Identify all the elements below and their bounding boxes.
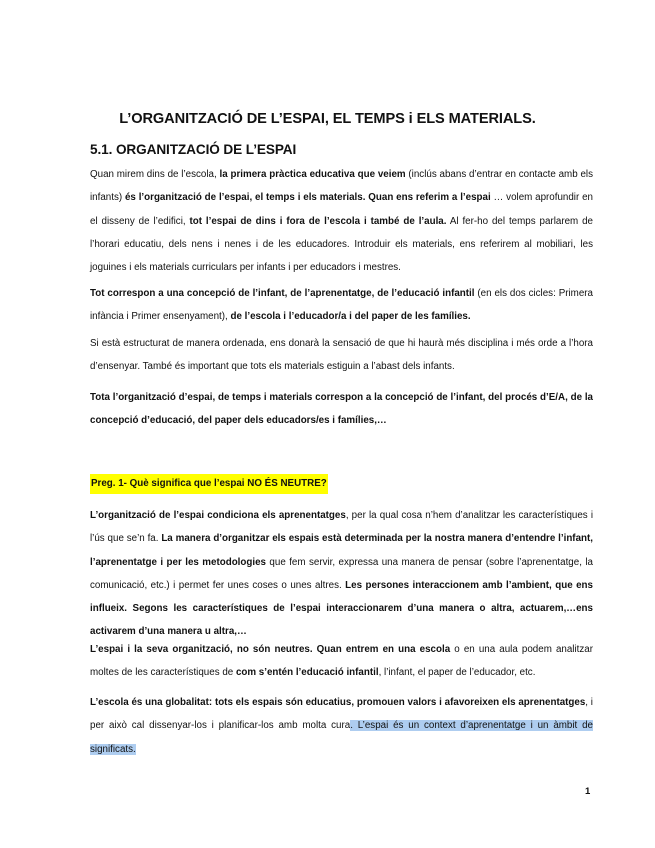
text-run: , l’infant, el paper de l’educador, etc. — [378, 667, 536, 679]
text-run: de l’escola i l’educador/a i del paper de les famílies. — [230, 311, 471, 323]
text-run: , i per això cal dissenyar-los i planificar-los amb molta cura — [90, 697, 593, 732]
text-run: Les persones interaccionem amb l’ambient, que ens influeix. Segons les característiques de l’espai interaccionarem d’una manera o altra, actuarem,…ens activarem d’una manera u altra,… — [90, 579, 593, 638]
paragraph-4 — [90, 386, 593, 433]
page-number: 1 — [585, 786, 591, 797]
text-run: o en una aula podem analitzar moltes de les característiques de — [90, 644, 593, 679]
text-run: Tota l’organització d’espai, de temps i materials correspon a la concepció de l’infant, del procés d’E/A, de la concepció d’educació, del paper dels educadors/es i famílies,… — [90, 392, 593, 427]
text-run: Quan mirem dins de l’escola, — [90, 169, 220, 180]
text-run: la primera pràctica educativa que veiem — [219, 169, 406, 180]
text-run: (inclús abans d’entrar en contacte amb els infants) — [90, 169, 593, 204]
text-run: Tot correspon a una concepció de l’infant, de l’aprenentatge, de l’educació infantil — [90, 288, 475, 299]
paragraph-1 — [90, 163, 593, 279]
text-run: , per la qual cosa n’hem d’analitzar les característiques i l’ús que se’n fa. — [90, 510, 593, 545]
paragraph-7 — [90, 691, 593, 761]
text-run: L’organització de l’espai condiciona els aprenentatges — [90, 510, 346, 521]
text-run: (en els dos cicles: Primera infància i Primer ensenyament), — [90, 288, 593, 323]
paragraph-2 — [90, 282, 593, 329]
paragraph-6 — [90, 638, 593, 685]
text-run: tot l’espai de dins i fora de l’escola i també de l’aula. — [189, 215, 447, 227]
section-heading: 5.1. ORGANITZACIÓ DE L’ESPAI — [90, 142, 297, 157]
text-run: La manera d’organitzar els espais està determinada per la nostra manera d’entendre l’infant, l’aprenentatge i per les metodologies — [90, 533, 593, 568]
paragraph-3 — [90, 332, 593, 379]
question-heading: Preg. 1- Què significa que l’espai NO ÉS NEUTRE? — [90, 474, 328, 494]
text-run: és l’organització de l’espai, el temps i els materials. Quan ens referim a l’espai — [124, 192, 491, 204]
text-run: que fem servir, expressa una manera de pensar (sobre l’aprenentatge, la comunicació, etc.) i permet fer unes coses o unes altres. — [90, 556, 593, 591]
text-run: Si està estructurat de manera ordenada, ens donarà la sensació de que hi haurà més disciplina i més orde a l’hora d’ensenyar. També és important que tots els materials estiguin a l’abast dels infants. — [90, 338, 593, 373]
text-run: Al fer-ho del temps parlarem de l’horari educatiu, dels nens i nenes i de les educadores. Introduir els materials, ens referirem al mobiliari, les joguines i els materials curriculars per infants i per educadors i mestres. — [90, 215, 593, 274]
paragraph-5 — [90, 504, 593, 644]
text-run: L’espai i la seva organització, no són neutres. Quan entrem en una escola — [90, 644, 451, 655]
text-run: L’escola és una globalitat: tots els espais són educatius, promouen valors i afavoreixen els aprenentatges — [90, 697, 586, 708]
text-run: … volem aprofundir en el disseny de l’edifici, — [90, 192, 593, 227]
text-run: com s’entén l’educació infantil — [235, 667, 379, 679]
highlighted-text: . L’espai és un context d’aprenentatge i un àmbit de significats. — [90, 720, 593, 755]
document-title: L’ORGANITZACIÓ DE L’ESPAI, EL TEMPS i ELS MATERIALS. — [119, 111, 536, 127]
